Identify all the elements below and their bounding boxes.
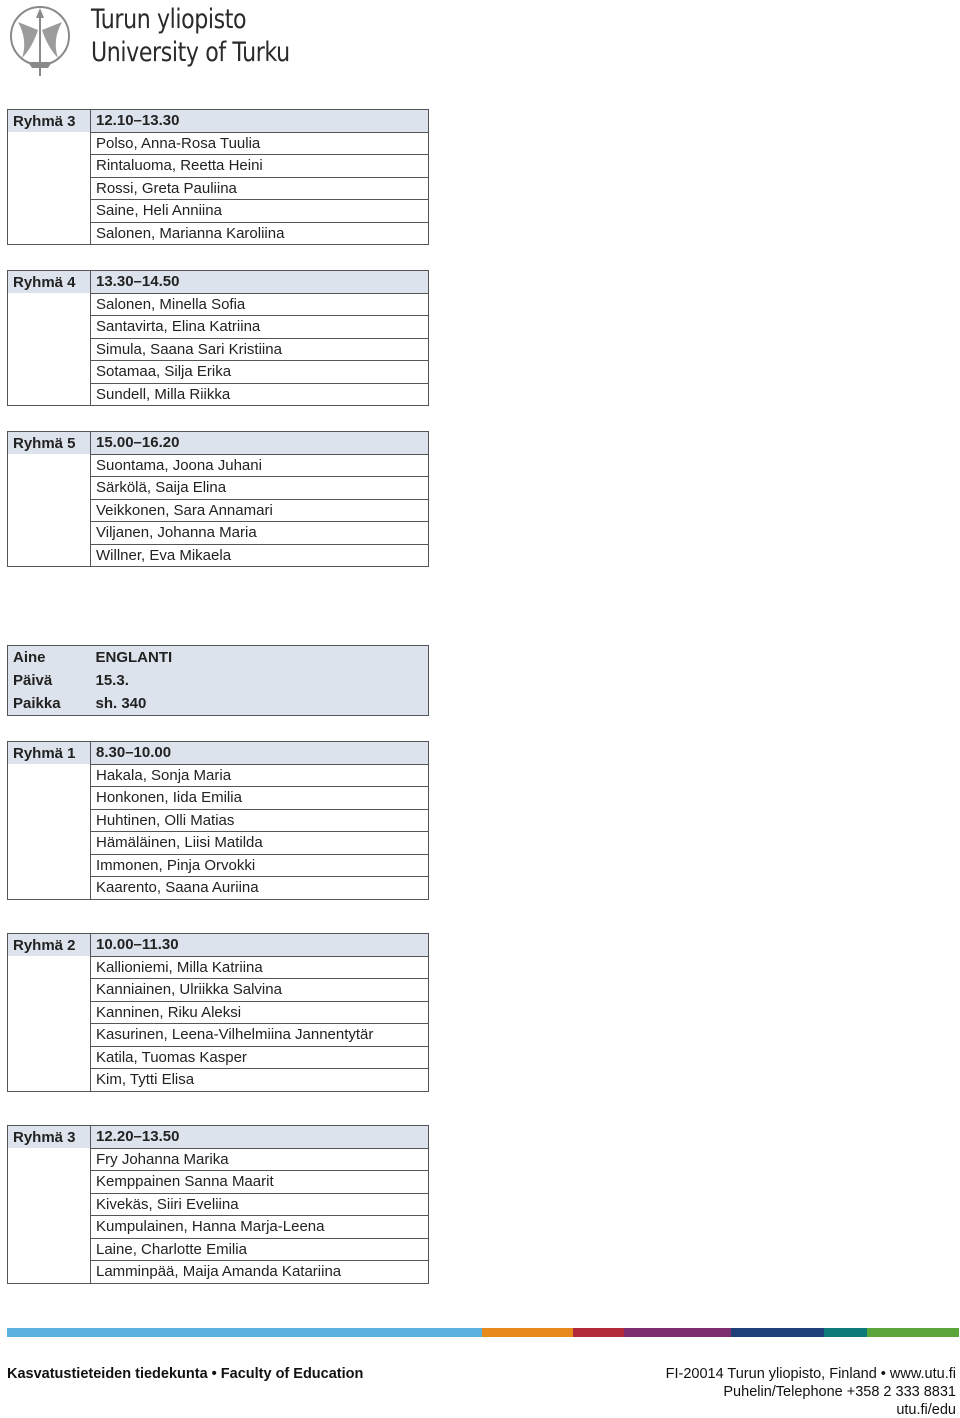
member-name: Santavirta, Elina Katriina <box>91 316 429 339</box>
group-time: 8.30–10.00 <box>91 742 429 765</box>
member-name: Suontama, Joona Juhani <box>91 454 429 477</box>
member-name: Kanniainen, Ulriikka Salvina <box>91 979 429 1002</box>
course-info <box>7 645 429 716</box>
group-table <box>7 431 429 567</box>
footer-phone: Puhelin/Telephone +358 2 333 8831 <box>723 1384 956 1400</box>
member-name: Kemppainen Sanna Maarit <box>91 1171 429 1194</box>
member-name: Rossi, Greta Pauliina <box>91 177 429 200</box>
subject-label: Aine <box>13 649 46 666</box>
member-name: Salonen, Minella Sofia <box>91 293 429 316</box>
member-name: Hämäläinen, Liisi Matilda <box>91 832 429 855</box>
group-name: Ryhmä 2 <box>8 934 91 957</box>
member-name: Fry Johanna Marika <box>91 1148 429 1171</box>
member-name: Kallioniemi, Milla Katriina <box>91 956 429 979</box>
footer-web: utu.fi/edu <box>896 1402 956 1418</box>
member-name: Immonen, Pinja Orvokki <box>91 854 429 877</box>
group-table <box>7 933 429 1092</box>
group-name: Ryhmä 4 <box>8 271 91 294</box>
member-name: Huhtinen, Olli Matias <box>91 809 429 832</box>
member-name: Särkölä, Saija Elina <box>91 477 429 500</box>
member-name: Kumpulainen, Hanna Marja-Leena <box>91 1216 429 1239</box>
group-time: 10.00–11.30 <box>91 934 429 957</box>
member-name: Willner, Eva Mikaela <box>91 544 429 567</box>
place-label: Paikka <box>13 695 61 712</box>
footer-stripe-segment <box>867 1328 959 1337</box>
member-name: Salonen, Marianna Karoliina <box>91 222 429 245</box>
member-name: Rintaluoma, Reetta Heini <box>91 155 429 178</box>
group-time: 13.30–14.50 <box>91 271 429 294</box>
member-name: Laine, Charlotte Emilia <box>91 1238 429 1261</box>
footer-stripe-segment <box>731 1328 824 1337</box>
group-table <box>7 1125 429 1284</box>
group-name: Ryhmä 3 <box>8 110 91 133</box>
member-name: Lamminpää, Maija Amanda Katariina <box>91 1261 429 1284</box>
group-table <box>7 741 429 900</box>
member-name: Veikkonen, Sara Annamari <box>91 499 429 522</box>
member-name: Katila, Tuomas Kasper <box>91 1046 429 1069</box>
member-name: Sotamaa, Silja Erika <box>91 361 429 384</box>
footer-stripe-segment <box>482 1328 573 1337</box>
group-table <box>7 270 429 406</box>
footer-stripe-segment <box>824 1328 867 1337</box>
place-value: sh. 340 <box>95 695 147 712</box>
day-label: Päivä <box>13 672 53 689</box>
member-name: Kim, Tytti Elisa <box>91 1069 429 1092</box>
group-table <box>7 109 429 245</box>
member-name: Honkonen, Iida Emilia <box>91 787 429 810</box>
member-name: Kivekäs, Siiri Eveliina <box>91 1193 429 1216</box>
footer-stripe-segment <box>7 1328 482 1337</box>
group-time: 12.10–13.30 <box>91 110 429 133</box>
group-time: 15.00–16.20 <box>91 432 429 455</box>
footer-faculty: Kasvatustieteiden tiedekunta • Faculty of Education <box>7 1366 364 1382</box>
logo-title-fi: Turun yliopisto <box>91 4 247 35</box>
footer-stripe-segment <box>573 1328 624 1337</box>
member-name: Kanninen, Riku Aleksi <box>91 1001 429 1024</box>
logo-title-en: University of Turku <box>91 37 290 68</box>
member-name: Kasurinen, Leena-Vilhelmiina Jannentytär <box>91 1024 429 1047</box>
group-time: 12.20–13.50 <box>91 1126 429 1149</box>
member-name: Hakala, Sonja Maria <box>91 764 429 787</box>
member-name: Sundell, Milla Riikka <box>91 383 429 406</box>
footer-address: FI-20014 Turun yliopisto, Finland • www.utu.fi <box>665 1366 956 1382</box>
member-name: Polso, Anna-Rosa Tuulia <box>91 132 429 155</box>
member-name: Simula, Saana Sari Kristiina <box>91 338 429 361</box>
university-emblem-icon <box>8 2 72 80</box>
member-name: Kaarento, Saana Auriina <box>91 877 429 900</box>
member-name: Saine, Heli Anniina <box>91 200 429 223</box>
group-name: Ryhmä 1 <box>8 742 91 765</box>
group-name: Ryhmä 5 <box>8 432 91 455</box>
footer-stripe-segment <box>624 1328 731 1337</box>
subject-value: ENGLANTI <box>95 649 173 666</box>
member-name: Viljanen, Johanna Maria <box>91 522 429 545</box>
day-value: 15.3. <box>95 672 129 689</box>
university-logo <box>8 2 290 82</box>
group-name: Ryhmä 3 <box>8 1126 91 1149</box>
